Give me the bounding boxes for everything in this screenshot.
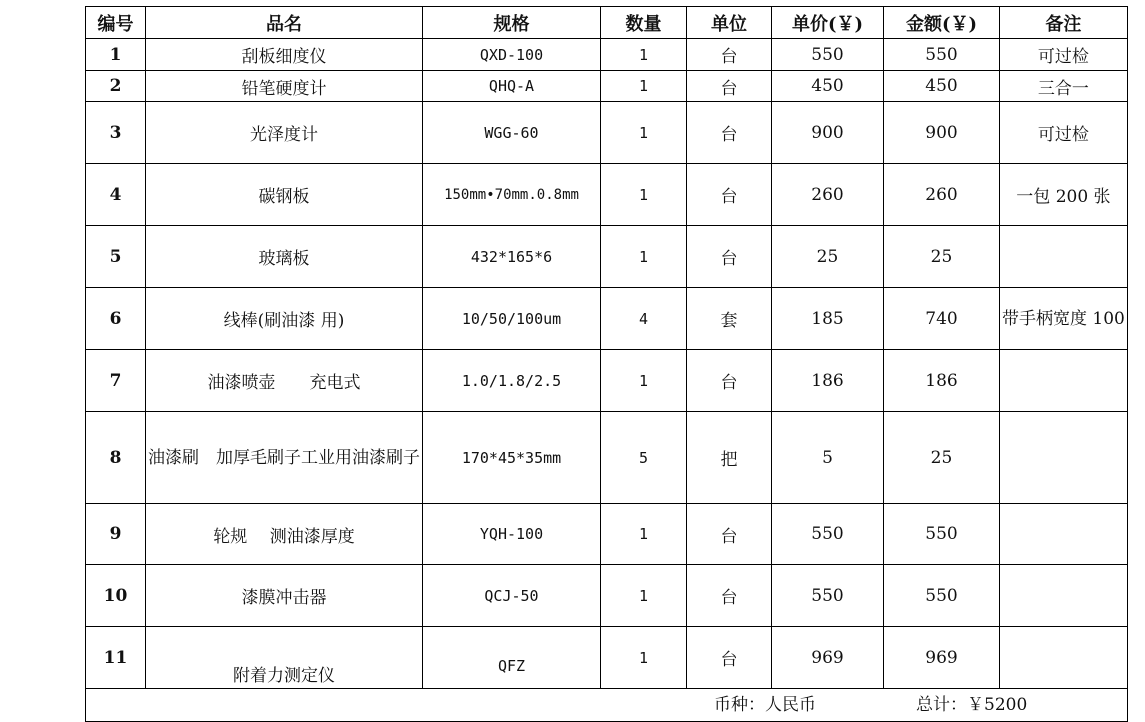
cell-price: 260 [772, 164, 884, 226]
cell-note [1000, 350, 1128, 412]
cell-name: 线棒(刷油漆 用) [146, 288, 423, 350]
table-row [86, 102, 1128, 164]
table-row [86, 627, 1128, 689]
cell-spec: QHQ-A [423, 71, 601, 102]
table-row [86, 164, 1128, 226]
cell-note [1000, 504, 1128, 565]
cell-price: 969 [772, 627, 884, 689]
cell-qty: 1 [601, 102, 687, 164]
header-note: 备注 [1000, 7, 1128, 39]
table-row [86, 412, 1128, 504]
cell-no: 8 [86, 412, 146, 504]
cell-note: 三合一 [1000, 71, 1128, 102]
cell-name: 轮规 测油漆厚度 [146, 504, 423, 565]
cell-amount: 969 [884, 627, 1000, 689]
cell-price: 25 [772, 226, 884, 288]
cell-spec: QFZ [423, 627, 601, 689]
table-row [86, 226, 1128, 288]
cell-spec: QXD-100 [423, 39, 601, 71]
header-no: 编号 [86, 7, 146, 39]
cell-no: 3 [86, 102, 146, 164]
cell-price: 450 [772, 71, 884, 102]
cell-spec: WGG-60 [423, 102, 601, 164]
cell-qty: 1 [601, 71, 687, 102]
table-header [86, 7, 1128, 39]
cell-amount: 260 [884, 164, 1000, 226]
cell-unit: 把 [687, 412, 772, 504]
table-footer [86, 689, 1128, 722]
cell-unit: 台 [687, 350, 772, 412]
cell-spec: 1.0/1.8/2.5 [423, 350, 601, 412]
cell-price: 185 [772, 288, 884, 350]
cell-spec: YQH-100 [423, 504, 601, 565]
table-row [86, 565, 1128, 627]
cell-no: 9 [86, 504, 146, 565]
cell-qty: 1 [601, 504, 687, 565]
table-body [86, 39, 1128, 722]
cell-unit: 台 [687, 102, 772, 164]
cell-name: 光泽度计 [146, 102, 423, 164]
cell-price: 550 [772, 39, 884, 71]
header-qty: 数量 [601, 7, 687, 39]
cell-amount: 550 [884, 504, 1000, 565]
cell-unit: 台 [687, 164, 772, 226]
cell-qty: 5 [601, 412, 687, 504]
cell-amount: 25 [884, 412, 1000, 504]
cell-note [1000, 627, 1128, 689]
currency-label: 币种：人民币 [714, 695, 816, 715]
cell-no: 4 [86, 164, 146, 226]
cell-amount: 900 [884, 102, 1000, 164]
cell-unit: 台 [687, 39, 772, 71]
cell-amount: 740 [884, 288, 1000, 350]
cell-note [1000, 565, 1128, 627]
cell-qty: 1 [601, 226, 687, 288]
cell-unit: 台 [687, 504, 772, 565]
cell-amount: 550 [884, 565, 1000, 627]
cell-qty: 1 [601, 39, 687, 71]
header-unit: 单位 [687, 7, 772, 39]
cell-unit: 台 [687, 565, 772, 627]
cell-spec: QCJ-50 [423, 565, 601, 627]
header-amount: 金额(￥) [884, 7, 1000, 39]
cell-note [1000, 226, 1128, 288]
table-row [86, 350, 1128, 412]
cell-spec: 150mm•70mm.0.8mm [423, 164, 601, 226]
cell-spec: 170*45*35mm [423, 412, 601, 504]
cell-name: 刮板细度仪 [146, 39, 423, 71]
cell-note: 可过检 [1000, 102, 1128, 164]
cell-price: 550 [772, 504, 884, 565]
cell-no: 5 [86, 226, 146, 288]
cell-price: 900 [772, 102, 884, 164]
cell-note [1000, 412, 1128, 504]
cell-name: 油漆刷 加厚毛刷子工业用油漆刷子 [146, 412, 423, 504]
cell-no: 6 [86, 288, 146, 350]
cell-amount: 25 [884, 226, 1000, 288]
cell-name: 铅笔硬度计 [146, 71, 423, 102]
cell-no: 2 [86, 71, 146, 102]
cell-name: 附着力测定仪 [146, 627, 423, 689]
table-row [86, 288, 1128, 350]
cell-qty: 4 [601, 288, 687, 350]
cell-amount: 550 [884, 39, 1000, 71]
cell-amount: 450 [884, 71, 1000, 102]
table-row [86, 504, 1128, 565]
cell-no: 7 [86, 350, 146, 412]
cell-no: 11 [86, 627, 146, 689]
table-row [86, 71, 1128, 102]
cell-name: 漆膜冲击器 [146, 565, 423, 627]
total-amount: 总计：￥5200 [916, 695, 1028, 715]
cell-amount: 186 [884, 350, 1000, 412]
cell-unit: 台 [687, 226, 772, 288]
cell-no: 1 [86, 39, 146, 71]
cell-qty: 1 [601, 565, 687, 627]
cell-price: 5 [772, 412, 884, 504]
cell-qty: 1 [601, 350, 687, 412]
cell-name: 油漆喷壶 充电式 [146, 350, 423, 412]
header-price: 单价(￥) [772, 7, 884, 39]
cell-spec: 432*165*6 [423, 226, 601, 288]
cell-no: 10 [86, 565, 146, 627]
header-name: 品名 [146, 7, 423, 39]
quotation-table [85, 6, 1128, 722]
cell-spec: 10/50/100um [423, 288, 601, 350]
table-row [86, 39, 1128, 71]
cell-unit: 台 [687, 71, 772, 102]
cell-unit: 套 [687, 288, 772, 350]
header-spec: 规格 [423, 7, 601, 39]
cell-unit: 台 [687, 627, 772, 689]
cell-note: 带手柄宽度 100 [1000, 288, 1128, 350]
cell-price: 550 [772, 565, 884, 627]
cell-name: 玻璃板 [146, 226, 423, 288]
cell-note: 一包 200 张 [1000, 164, 1128, 226]
footer-cell [86, 689, 1128, 722]
cell-price: 186 [772, 350, 884, 412]
cell-qty: 1 [601, 627, 687, 689]
cell-name: 碳钢板 [146, 164, 423, 226]
cell-qty: 1 [601, 164, 687, 226]
cell-note: 可过检 [1000, 39, 1128, 71]
